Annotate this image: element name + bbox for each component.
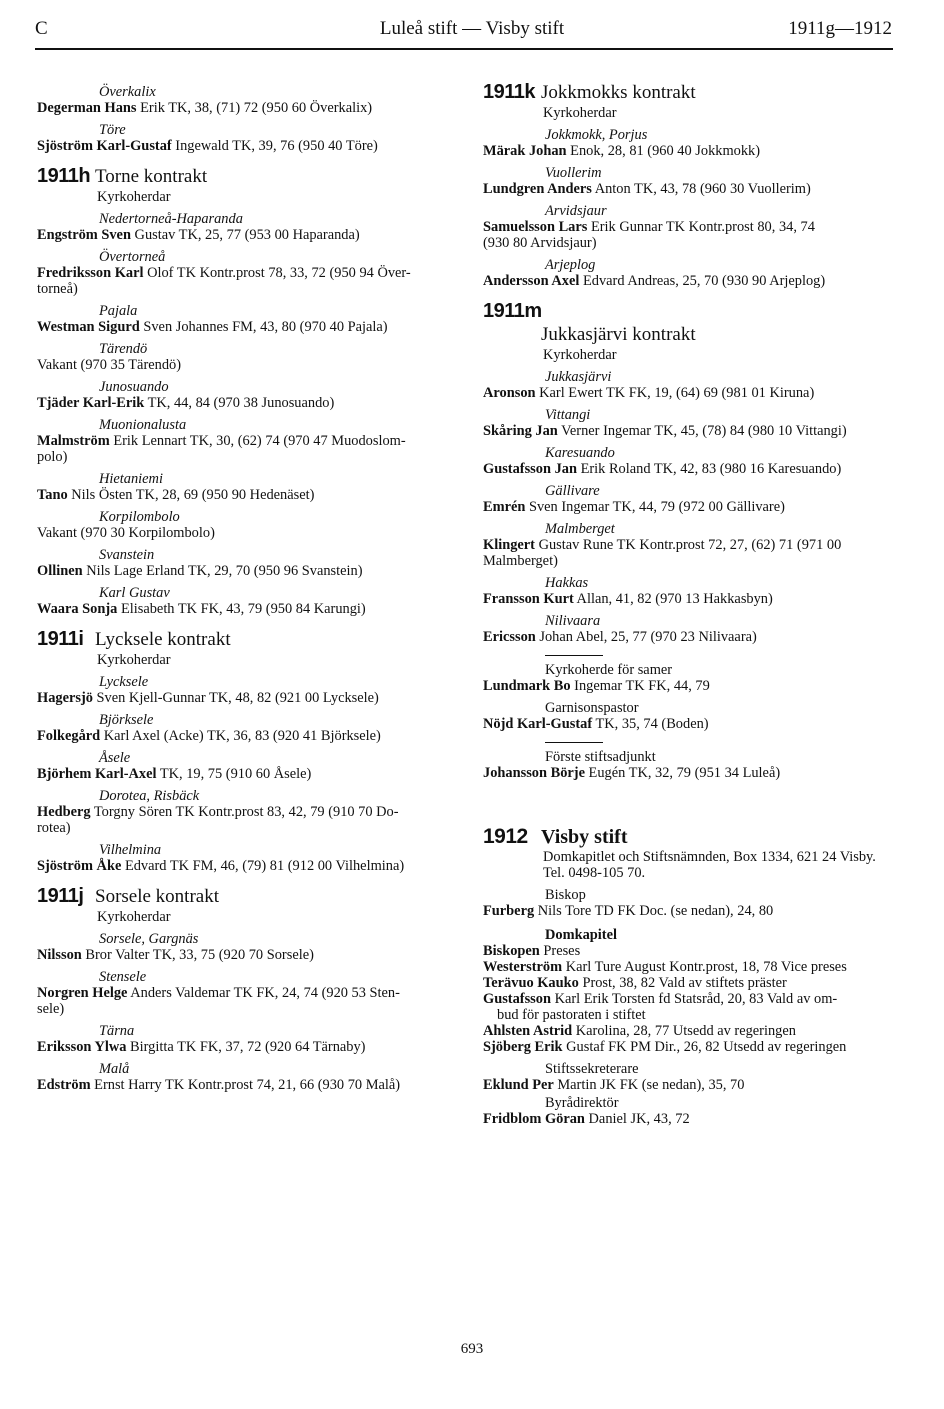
entry-text: Nils Lage Erland TK, 29, 70 (950 96 Svanstein) (82, 563, 363, 579)
entry (37, 265, 449, 281)
section-title: Jokkmokks kontrakt (541, 82, 696, 103)
entry-text: TK, 35, 74 (Boden) (592, 716, 709, 732)
parish-name: Muonionalusta (99, 417, 187, 433)
entry-name: Waara Sonja (37, 601, 118, 617)
entry-text: Anders Valdemar TK FK, 24, 74 (920 53 Sten- (127, 985, 400, 1001)
entry (483, 959, 896, 975)
entry-text: Sven Johannes FM, 43, 80 (970 40 Pajala) (139, 319, 388, 335)
entry-text: Erik Lennart TK, 30, (62) 74 (970 47 Muodoslom- (109, 433, 406, 449)
entry-name: Emrén (483, 499, 526, 515)
parish-name: Karesuando (545, 445, 615, 461)
entry (483, 181, 896, 197)
section-title: Sorsele kontrakt (95, 886, 220, 907)
entry-text: Verner Ingemar TK, 45, (78) 84 (980 10 Vittangi) (557, 423, 847, 439)
entry (37, 138, 449, 154)
parish-name: Tärna (99, 1023, 135, 1039)
parish-name: Hakkas (545, 575, 589, 591)
entry (37, 947, 449, 963)
biskop-head: Biskop (545, 887, 586, 903)
entry (37, 563, 449, 579)
entry (37, 766, 449, 782)
entry-text: Preses (539, 943, 581, 959)
entry-text: Edvard TK FM, 46, (79) 81 (912 00 Vilhelmina) (121, 858, 405, 874)
parish-name: Töre (99, 122, 126, 138)
entry-text: Erik Gunnar TK Kontr.prost 80, 34, 74 (587, 219, 815, 235)
entries-1911h (37, 211, 449, 617)
section-subhead: Kyrkoherdar (543, 347, 617, 363)
section-title: Torne kontrakt (95, 166, 208, 187)
biskop-entry (483, 903, 896, 919)
entry (37, 357, 449, 373)
entry-continuation: Malmberget) (483, 553, 558, 569)
section-code: 1911h (37, 165, 91, 187)
divider (545, 742, 603, 743)
section-1911i (37, 628, 449, 650)
entry-text: Birgitta TK FK, 37, 72 (920 64 Tärnaby) (126, 1039, 366, 1055)
entry-name: Lundgren Anders (483, 181, 592, 197)
entry-text: Ernst Harry TK Kontr.prost 74, 21, 66 (930 70 Malå) (90, 1077, 401, 1093)
garnison-head: Garnisonspastor (545, 700, 639, 716)
entry (37, 227, 449, 243)
domkapitel-head: Domkapitel (545, 927, 617, 943)
entry-name: Gustafsson (483, 991, 551, 1007)
parish-name: Korpilombolo (99, 509, 180, 525)
garnison-entry (483, 716, 896, 732)
entry-text: Prost, 38, 82 Vald av stiftets präster (578, 975, 787, 991)
entry-name: Malmström (37, 433, 110, 449)
entry-text: Sven Kjell-Gunnar TK, 48, 82 (921 00 Lycksele) (92, 690, 379, 706)
entry-name: Ahlsten Astrid (483, 1023, 573, 1039)
entry-text: Allan, 41, 82 (970 13 Hakkasbyn) (573, 591, 773, 607)
entry-name: Folkegård (37, 728, 101, 744)
entry (37, 319, 449, 335)
entry-text: Karl Erik Torsten fd Statsråd, 20, 83 Vald av om- (550, 991, 838, 1007)
entry-text: Erik Roland TK, 42, 83 (980 16 Karesuando) (576, 461, 842, 477)
entry-text: TK, 19, 75 (910 60 Åsele) (156, 766, 312, 782)
entry (37, 433, 449, 449)
entry-name: Tano (37, 487, 68, 503)
entries-1911j (37, 931, 449, 1093)
entry-name: Biskopen (483, 943, 540, 959)
entries-top (37, 84, 449, 154)
entry-name: Terävuo Kauko (483, 975, 579, 991)
entry-name: Hagersjö (37, 690, 93, 706)
entry-name: Klingert (483, 537, 535, 553)
entry-name: Nilsson (37, 947, 82, 963)
entry-text: Johan Abel, 25, 77 (970 23 Nilivaara) (535, 629, 757, 645)
entry-text: Elisabeth TK FK, 43, 79 (950 84 Karungi) (117, 601, 366, 617)
section-code: 1912 (483, 825, 528, 848)
entry-name: Sjöström Åke (37, 858, 122, 874)
section-title: Lycksele kontrakt (95, 629, 231, 650)
entry-continuation: rotea) (37, 820, 71, 836)
entry (37, 1077, 449, 1093)
section-subhead: Kyrkoherdar (97, 189, 171, 205)
entry (483, 1039, 896, 1055)
entry-text: Karl Ture August Kontr.prost, 18, 78 Vice preses (562, 959, 847, 975)
section-subhead: Kyrkoherdar (97, 652, 171, 668)
entry-name: Nöjd Karl-Gustaf (483, 716, 593, 732)
domkapitel-list (483, 943, 896, 1055)
entry-text: Anton TK, 43, 78 (960 30 Vuollerim) (591, 181, 811, 197)
entry-name: Sjöström Karl-Gustaf (37, 138, 172, 154)
entry-name: Westerström (483, 959, 563, 975)
section-1911k (483, 81, 896, 103)
parish-name: Vilhelmina (99, 842, 162, 858)
entry (483, 423, 896, 439)
parish-name: Lycksele (99, 674, 149, 690)
entry-text: Karl Axel (Acke) TK, 36, 83 (920 41 Björksele) (100, 728, 381, 744)
samer-head: Kyrkoherde för samer (545, 662, 673, 678)
parish-name: Överkalix (99, 84, 156, 100)
entry (483, 499, 896, 515)
entry-name: Andersson Axel (483, 273, 580, 289)
entry-text: Karolina, 28, 77 Utsedd av regeringen (572, 1023, 796, 1039)
left-column (37, 84, 449, 1093)
entry (483, 461, 896, 477)
entry-name: Eriksson Ylwa (37, 1039, 127, 1055)
visby-address: Domkapitlet och Stiftsnämnden, Box 1334, 621 24 Visby. Tel. 0498-105 70. (543, 849, 876, 881)
entry-text: Daniel JK, 43, 72 (584, 1111, 690, 1127)
entry-text: Eugén TK, 32, 79 (951 34 Luleå) (584, 765, 781, 781)
entry-name: Degerman Hans (37, 100, 137, 116)
entry-continuation: torneå) (37, 281, 78, 297)
adjunkt-entry (483, 765, 896, 781)
page-letter: C (35, 18, 48, 39)
entry-continuation: sele) (37, 1001, 65, 1017)
section-code: 1911m (483, 300, 542, 322)
right-column (483, 81, 896, 1127)
entries-1911i (37, 674, 449, 874)
entry-text: Olof TK Kontr.prost 78, 33, 72 (950 94 Över- (143, 265, 411, 281)
entry (483, 975, 896, 991)
section-code: 1911k (483, 81, 536, 103)
section-title: Jukkasjärvi kontrakt (541, 324, 696, 345)
entry-text: Vakant (970 30 Korpilombolo) (37, 525, 215, 541)
divider (545, 655, 603, 656)
entry (483, 385, 896, 401)
entry-text: Gustaf FK PM Dir., 26, 82 Utsedd av regeringen (562, 1039, 847, 1055)
entry-name: Fredriksson Karl (37, 265, 144, 281)
entry-continuation: (930 80 Arvidsjaur) (483, 235, 597, 251)
entry-name: Engström Sven (37, 227, 131, 243)
parish-name: Sorsele, Gargnäs (99, 931, 199, 947)
parish-name: Gällivare (545, 483, 600, 499)
entry-name: Skåring Jan (483, 423, 558, 439)
entry (37, 804, 449, 820)
entry-text: Martin JK FK (se nedan), 35, 70 (553, 1077, 745, 1093)
entry (37, 858, 449, 874)
entry-text: Sven Ingemar TK, 44, 79 (972 00 Gällivare) (525, 499, 785, 515)
entry-text: Bror Valter TK, 33, 75 (920 70 Sorsele) (81, 947, 314, 963)
entry (37, 728, 449, 744)
parish-name: Nedertorneå-Haparanda (99, 211, 243, 227)
entry-text: Nils Östen TK, 28, 69 (950 90 Hedenäset) (67, 487, 315, 503)
entry (37, 100, 449, 116)
byra-entry (483, 1111, 896, 1127)
parish-name: Tärendö (99, 341, 148, 357)
entry (37, 395, 449, 411)
entry-text: Vakant (970 35 Tärendö) (37, 357, 181, 373)
section-1911m (483, 300, 896, 345)
running-title: Luleå stift — Visby stift (379, 18, 565, 39)
entry-name: Samuelsson Lars (483, 219, 588, 235)
entry (37, 690, 449, 706)
parish-name: Arjeplog (545, 257, 596, 273)
byra-head: Byrådirektör (545, 1095, 619, 1111)
entry (37, 487, 449, 503)
parish-name: Svanstein (99, 547, 155, 563)
entry-text: Torgny Sören TK Kontr.prost 83, 42, 79 (910 70 Do- (90, 804, 399, 820)
entry-name: Gustafsson Jan (483, 461, 577, 477)
entry (483, 943, 896, 959)
entry-name: Ericsson (483, 629, 536, 645)
entry-name: Tjäder Karl-Erik (37, 395, 145, 411)
entry-name: Edström (37, 1077, 91, 1093)
entry-text: Karl Ewert TK FK, 19, (64) 69 (981 01 Kiruna) (535, 385, 815, 401)
entry (483, 537, 896, 553)
entry (483, 1023, 896, 1039)
entry-continuation: bud för pastoraten i stiftet (497, 1007, 646, 1023)
entry (37, 525, 449, 541)
entry (483, 629, 896, 645)
entry-text: Ingemar TK FK, 44, 79 (570, 678, 710, 694)
parish-name: Junosuando (99, 379, 169, 395)
parish-name: Dorotea, Risbäck (99, 788, 200, 804)
entry (483, 273, 896, 289)
section-1912 (483, 825, 896, 848)
entry (37, 1039, 449, 1055)
entry-text: Nils Tore TD FK Doc. (se nedan), 24, 80 (534, 903, 774, 919)
sekreterare-entry (483, 1077, 896, 1093)
parish-name: Pajala (99, 303, 138, 319)
entry (37, 601, 449, 617)
entry-continuation: polo) (37, 449, 68, 465)
entry-text: Erik TK, 38, (71) 72 (950 60 Överkalix) (136, 100, 373, 116)
entry (483, 591, 896, 607)
section-title: Visby stift (541, 826, 628, 848)
parish-name: Vittangi (545, 407, 591, 423)
entry-name: Hedberg (37, 804, 91, 820)
parish-name: Malmberget (545, 521, 615, 537)
entry-text: Ingewald TK, 39, 76 (950 40 Töre) (171, 138, 378, 154)
parish-name: Arvidsjaur (545, 203, 607, 219)
entry (483, 991, 896, 1007)
section-1911h (37, 165, 449, 187)
parish-name: Jukkasjärvi (545, 369, 612, 385)
parish-name: Malå (99, 1061, 130, 1077)
parish-name: Nilivaara (545, 613, 601, 629)
entry-name: Furberg (483, 903, 535, 919)
entries-1911k (483, 127, 896, 289)
parish-name: Hietaniemi (99, 471, 163, 487)
page-number: 693 (460, 1341, 484, 1357)
parish-name: Övertorneå (99, 249, 166, 265)
parish-name: Åsele (99, 750, 131, 766)
section-code: 1911j (37, 885, 84, 907)
entry-name: Fransson Kurt (483, 591, 574, 607)
parish-name: Vuollerim (545, 165, 602, 181)
entry (483, 219, 896, 235)
entry-text: TK, 44, 84 (970 38 Junosuando) (144, 395, 335, 411)
parish-name: Jokkmokk, Porjus (545, 127, 648, 143)
entry (37, 985, 449, 1001)
entries-1911m (483, 369, 896, 645)
entry-text: Gustav Rune TK Kontr.prost 72, 27, (62) 71 (971 00 (534, 537, 842, 553)
entry (483, 143, 896, 159)
entry-name: Märak Johan (483, 143, 567, 159)
parish-name: Björksele (99, 712, 154, 728)
header-rule (35, 48, 893, 50)
entry-name: Fridblom Göran (483, 1111, 585, 1127)
sekreterare-head: Stiftssekreterare (545, 1061, 639, 1077)
entry-name: Eklund Per (483, 1077, 554, 1093)
entry-name: Björhem Karl-Axel (37, 766, 157, 782)
section-code: 1911i (37, 628, 84, 650)
entry-name: Lundmark Bo (483, 678, 571, 694)
section-1911j (37, 885, 449, 907)
entry-text: Enok, 28, 81 (960 40 Jokkmokk) (566, 143, 761, 159)
samer-entry (483, 678, 896, 694)
adjunkt-head: Förste stiftsadjunkt (545, 749, 656, 765)
parish-name: Karl Gustav (99, 585, 170, 601)
entry-text: Edvard Andreas, 25, 70 (930 90 Arjeplog) (579, 273, 826, 289)
section-subhead: Kyrkoherdar (543, 105, 617, 121)
entry-name: Johansson Börje (483, 765, 585, 781)
entry-name: Westman Sigurd (37, 319, 140, 335)
entry-name: Sjöberg Erik (483, 1039, 563, 1055)
section-subhead: Kyrkoherdar (97, 909, 171, 925)
parish-name: Stensele (99, 969, 147, 985)
entry-name: Aronson (483, 385, 536, 401)
entry-text: Gustav TK, 25, 77 (953 00 Haparanda) (130, 227, 360, 243)
section-range: 1911g—1912 (788, 18, 892, 39)
entry-name: Ollinen (37, 563, 83, 579)
entry-name: Norgren Helge (37, 985, 128, 1001)
